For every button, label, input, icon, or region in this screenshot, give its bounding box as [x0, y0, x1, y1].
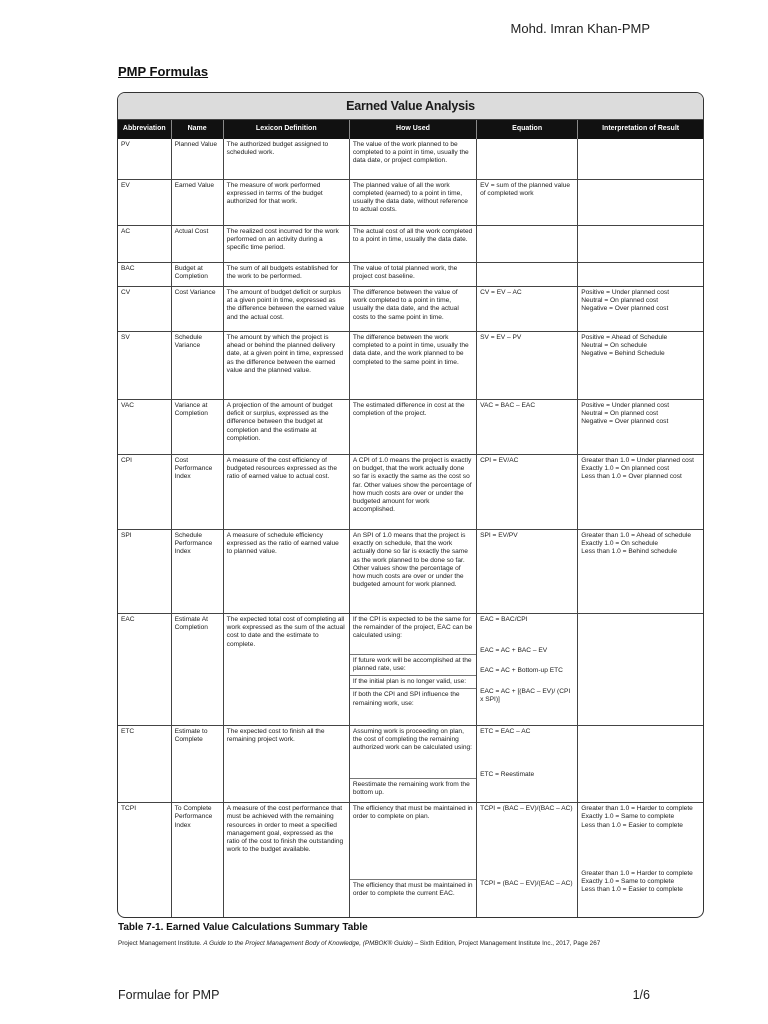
table-row — [118, 331, 703, 399]
cell-abbreviation: CV — [118, 286, 171, 331]
interpretation-line: Positive = Under planned cost — [581, 288, 670, 296]
cell-name: Schedule Performance Index — [171, 529, 223, 613]
interpretation-line: Positive = Under planned cost — [581, 401, 670, 409]
interpretation-line: Less than 1.0 = Easier to complete — [581, 886, 683, 894]
col-header-equation: Equation — [477, 120, 578, 139]
interpretation-line: Exactly 1.0 = Same to complete — [581, 813, 675, 821]
how-used-item: If both the CPI and SPI influence the remaining work, use: — [350, 688, 476, 710]
table-row — [118, 286, 703, 331]
cell-abbreviation: TCPI — [118, 803, 171, 918]
equation-text: EAC = AC + [(BAC – EV)/ (CPI x SPI)] — [480, 687, 571, 703]
table-row — [118, 399, 703, 454]
col-header-interpretation: Interpretation of Result — [578, 120, 703, 139]
interpretation-line: Positive = Ahead of Schedule — [581, 333, 668, 341]
how-used-item: The actual cost of all the work completed to a point in time, usually the data date. — [352, 227, 473, 243]
how-used-item: The difference between the work completed to a point in time, usually the data date, and the work planned to be completed to the same point in time. — [352, 333, 469, 366]
citation-title: A Guide to the Project Management Body of Knowledge, (PMBOK® Guide) — [203, 940, 413, 947]
cell-definition: A projection of the amount of budget deficit or surplus, expressed as the difference between the budget at completion and the estimate at completion. — [223, 399, 349, 454]
col-header-name: Name — [171, 120, 223, 139]
cell-definition: The expected cost to finish all the remaining project work. — [223, 725, 349, 802]
interpretation-line: Greater than 1.0 = Harder to complete — [581, 805, 693, 813]
source-citation — [118, 940, 708, 947]
cell-abbreviation: VAC — [118, 399, 171, 454]
cell-abbreviation: AC — [118, 225, 171, 262]
page-number: 1/6 — [632, 988, 650, 1002]
equation-text: EAC = BAC/CPI — [480, 615, 528, 623]
table-body — [118, 139, 703, 918]
cell-equation — [477, 399, 578, 454]
ev-grid — [118, 120, 703, 918]
interpretation-line: Negative = Over planned cost — [581, 305, 669, 313]
cell-equation — [477, 803, 578, 918]
interpretation-group — [581, 870, 700, 895]
cell-how-used — [349, 286, 476, 331]
interpretation-line: Neutral = On planned cost — [581, 410, 659, 418]
cell-equation — [477, 262, 578, 286]
cell-definition: The authorized budget assigned to scheduled work. — [223, 139, 349, 179]
cell-abbreviation: EAC — [118, 613, 171, 725]
cell-interpretation — [578, 225, 703, 262]
how-used-item: The planned value of all the work completed (earned) to a point in time, usually the data date, without reference to actual costs. — [352, 181, 468, 214]
cell-interpretation — [578, 613, 703, 725]
cell-how-used — [349, 139, 476, 179]
equation-text: EV = sum of the planned value of completed work — [480, 181, 571, 197]
how-used-item: A CPI of 1.0 means the project is exactly on budget, that the work actually done so far is exactly the same as the cost so far. Other values show the percentage of how much costs are over or under the budgeted amount for work accomplished. — [352, 456, 472, 514]
table-row — [118, 179, 703, 225]
equation-text: TCPI = (BAC – EV)/(BAC – AC) — [480, 805, 573, 813]
cell-name: Actual Cost — [171, 225, 223, 262]
cell-how-used — [349, 225, 476, 262]
cell-name: Planned Value — [171, 139, 223, 179]
cell-interpretation — [578, 803, 703, 918]
cell-name: Cost Variance — [171, 286, 223, 331]
equation-text: CPI = EV/AC — [480, 456, 519, 464]
cell-name: Schedule Variance — [171, 331, 223, 399]
cell-interpretation — [578, 454, 703, 529]
cell-equation — [477, 613, 578, 725]
cell-abbreviation: CPI — [118, 454, 171, 529]
cell-how-used — [349, 331, 476, 399]
cell-name: Variance at Completion — [171, 399, 223, 454]
table-row — [118, 613, 703, 725]
cell-equation — [477, 179, 578, 225]
table-banner: Earned Value Analysis — [118, 93, 703, 120]
col-header-definition: Lexicon Definition — [223, 120, 349, 139]
interpretation-line: Greater than 1.0 = Under planned cost — [581, 456, 694, 464]
cell-name: Earned Value — [171, 179, 223, 225]
interpretation-line: Greater than 1.0 = Ahead of schedule — [581, 531, 692, 539]
cell-name: Cost Performance Index — [171, 454, 223, 529]
table-caption: Table 7-1. Earned Value Calculations Summary Table — [118, 922, 368, 933]
document-title: PMP Formulas — [118, 64, 209, 79]
equation-text: SPI = EV/PV — [480, 531, 518, 539]
how-used-item: If future work will be accomplished at the planned rate, use: — [350, 654, 476, 676]
cell-interpretation — [578, 331, 703, 399]
cell-interpretation — [578, 725, 703, 802]
interpretation-line: Less than 1.0 = Behind schedule — [581, 548, 678, 556]
how-used-item: If the CPI is expected to be the same for the remainder of the project, EAC can be calculated using: — [352, 615, 473, 640]
interpretation-line: Exactly 1.0 = On schedule — [581, 540, 659, 548]
cell-abbreviation: BAC — [118, 262, 171, 286]
cell-definition: A measure of the cost efficiency of budgeted resources expressed as the ratio of earned value to actual cost. — [223, 454, 349, 529]
citation-suffix: – Sixth Edition, Project Management Institute Inc., 2017, Page 267 — [414, 940, 601, 947]
table-row — [118, 803, 703, 918]
cell-name: To Complete Performance Index — [171, 803, 223, 918]
cell-interpretation — [578, 286, 703, 331]
how-used-item: Assuming work is proceeding on plan, the cost of completing the remaining authorized work can be calculated using: — [352, 727, 472, 752]
col-header-how-used: How Used — [349, 120, 476, 139]
cell-how-used — [349, 399, 476, 454]
cell-interpretation — [578, 399, 703, 454]
how-used-item: The difference between the value of work completed to a point in time, usually the data date, and the actual costs to the same point in time. — [352, 288, 459, 321]
table-row — [118, 529, 703, 613]
interpretation-group — [581, 805, 700, 830]
cell-equation — [477, 139, 578, 179]
interpretation-line: Greater than 1.0 = Harder to complete — [581, 869, 693, 877]
cell-abbreviation: PV — [118, 139, 171, 179]
interpretation-line: Negative = Over planned cost — [581, 418, 669, 426]
cell-interpretation — [578, 139, 703, 179]
cell-definition: A measure of schedule efficiency expressed as the ratio of earned value to planned value. — [223, 529, 349, 613]
table-row — [118, 139, 703, 179]
cell-definition: The realized cost incurred for the work performed on an activity during a specific time period. — [223, 225, 349, 262]
interpretation-line: Less than 1.0 = Easier to complete — [581, 821, 683, 829]
cell-how-used — [349, 529, 476, 613]
cell-how-used — [349, 262, 476, 286]
equation-text: VAC = BAC – EAC — [480, 401, 536, 409]
cell-abbreviation: ETC — [118, 725, 171, 802]
cell-equation — [477, 725, 578, 802]
how-used-item: If the initial plan is no longer valid, use: — [350, 675, 476, 689]
cell-definition: The amount of budget deficit or surplus at a given point in time, expressed as the difference between the earned value and the actual cost. — [223, 286, 349, 331]
interpretation-line: Exactly 1.0 = On planned cost — [581, 465, 670, 473]
cell-how-used — [349, 613, 476, 725]
cell-how-used — [349, 179, 476, 225]
how-used-item: The value of total planned work, the project cost baseline. — [352, 264, 458, 280]
equation-text: ETC = Reestimate — [480, 771, 535, 779]
cell-interpretation — [578, 262, 703, 286]
cell-definition: The sum of all budgets established for the work to be performed. — [223, 262, 349, 286]
cell-abbreviation: SPI — [118, 529, 171, 613]
cell-name: Estimate At Completion — [171, 613, 223, 725]
how-used-item: The value of the work planned to be completed to a point in time, usually the data date, or project completion. — [352, 141, 469, 165]
how-used-item: The efficiency that must be maintained in order to complete on plan. — [352, 805, 473, 821]
equation-text: ETC = EAC – AC — [480, 727, 531, 735]
cell-how-used — [349, 803, 476, 918]
cell-abbreviation: EV — [118, 179, 171, 225]
table-row — [118, 262, 703, 286]
how-used-item: Reestimate the remaining work from the bottom up. — [350, 778, 476, 800]
cell-how-used — [349, 725, 476, 802]
how-used-item: An SPI of 1.0 means that the project is exactly on schedule, that the work actually done so far is exactly the same as the work planned to be done so far. Other values show the percentage of how much costs are over or under the budgeted amount for work planned. — [352, 531, 468, 589]
how-used-item: The efficiency that must be maintained in order to complete the current EAC. — [350, 879, 476, 901]
cell-how-used — [349, 454, 476, 529]
cell-abbreviation: SV — [118, 331, 171, 399]
cell-equation — [477, 225, 578, 262]
cell-equation — [477, 286, 578, 331]
table-row — [118, 225, 703, 262]
equation-text: EAC = AC + BAC – EV — [480, 647, 548, 655]
table-row — [118, 454, 703, 529]
interpretation-line: Exactly 1.0 = Same to complete — [581, 878, 675, 886]
table-row — [118, 725, 703, 802]
equation-text: TCPI = (BAC – EV)/(EAC – AC) — [480, 880, 573, 888]
cell-interpretation — [578, 179, 703, 225]
cell-equation — [477, 454, 578, 529]
cell-name: Estimate to Complete — [171, 725, 223, 802]
how-used-item: The estimated difference in cost at the completion of the project. — [352, 401, 465, 418]
citation-prefix: Project Management Institute. — [118, 940, 202, 947]
interpretation-line: Neutral = On schedule — [581, 342, 648, 350]
cell-definition: The measure of work performed expressed in terms of the budget authorized for that work. — [223, 179, 349, 225]
earned-value-table — [117, 92, 704, 918]
cell-definition: The expected total cost of completing all work expressed as the sum of the actual cost to date and the estimate to complete. — [223, 613, 349, 725]
cell-equation — [477, 529, 578, 613]
cell-name: Budget at Completion — [171, 262, 223, 286]
interpretation-line: Negative = Behind Schedule — [581, 350, 665, 358]
cell-equation — [477, 331, 578, 399]
footer-title: Formulae for PMP — [118, 988, 220, 1002]
interpretation-line: Neutral = On planned cost — [581, 297, 659, 305]
cell-interpretation — [578, 529, 703, 613]
cell-definition: A measure of the cost performance that must be achieved with the remaining resources in order to meet a specified management goal, expressed as the ratio of the cost to finish the outstanding work to the budget available. — [223, 803, 349, 918]
col-header-abbreviation: Abbreviation — [118, 120, 171, 139]
interpretation-line: Less than 1.0 = Over planned cost — [581, 473, 682, 481]
table-header-row — [118, 120, 703, 139]
equation-text: EAC = AC + Bottom-up ETC — [480, 667, 563, 675]
cell-definition: The amount by which the project is ahead or behind the planned delivery date, at a given point in time, expressed as the difference between the earned value and the planned value. — [223, 331, 349, 399]
equation-text: CV = EV – AC — [480, 288, 522, 296]
page-header-author: Mohd. Imran Khan-PMP — [510, 21, 650, 36]
equation-text: SV = EV – PV — [480, 333, 522, 341]
